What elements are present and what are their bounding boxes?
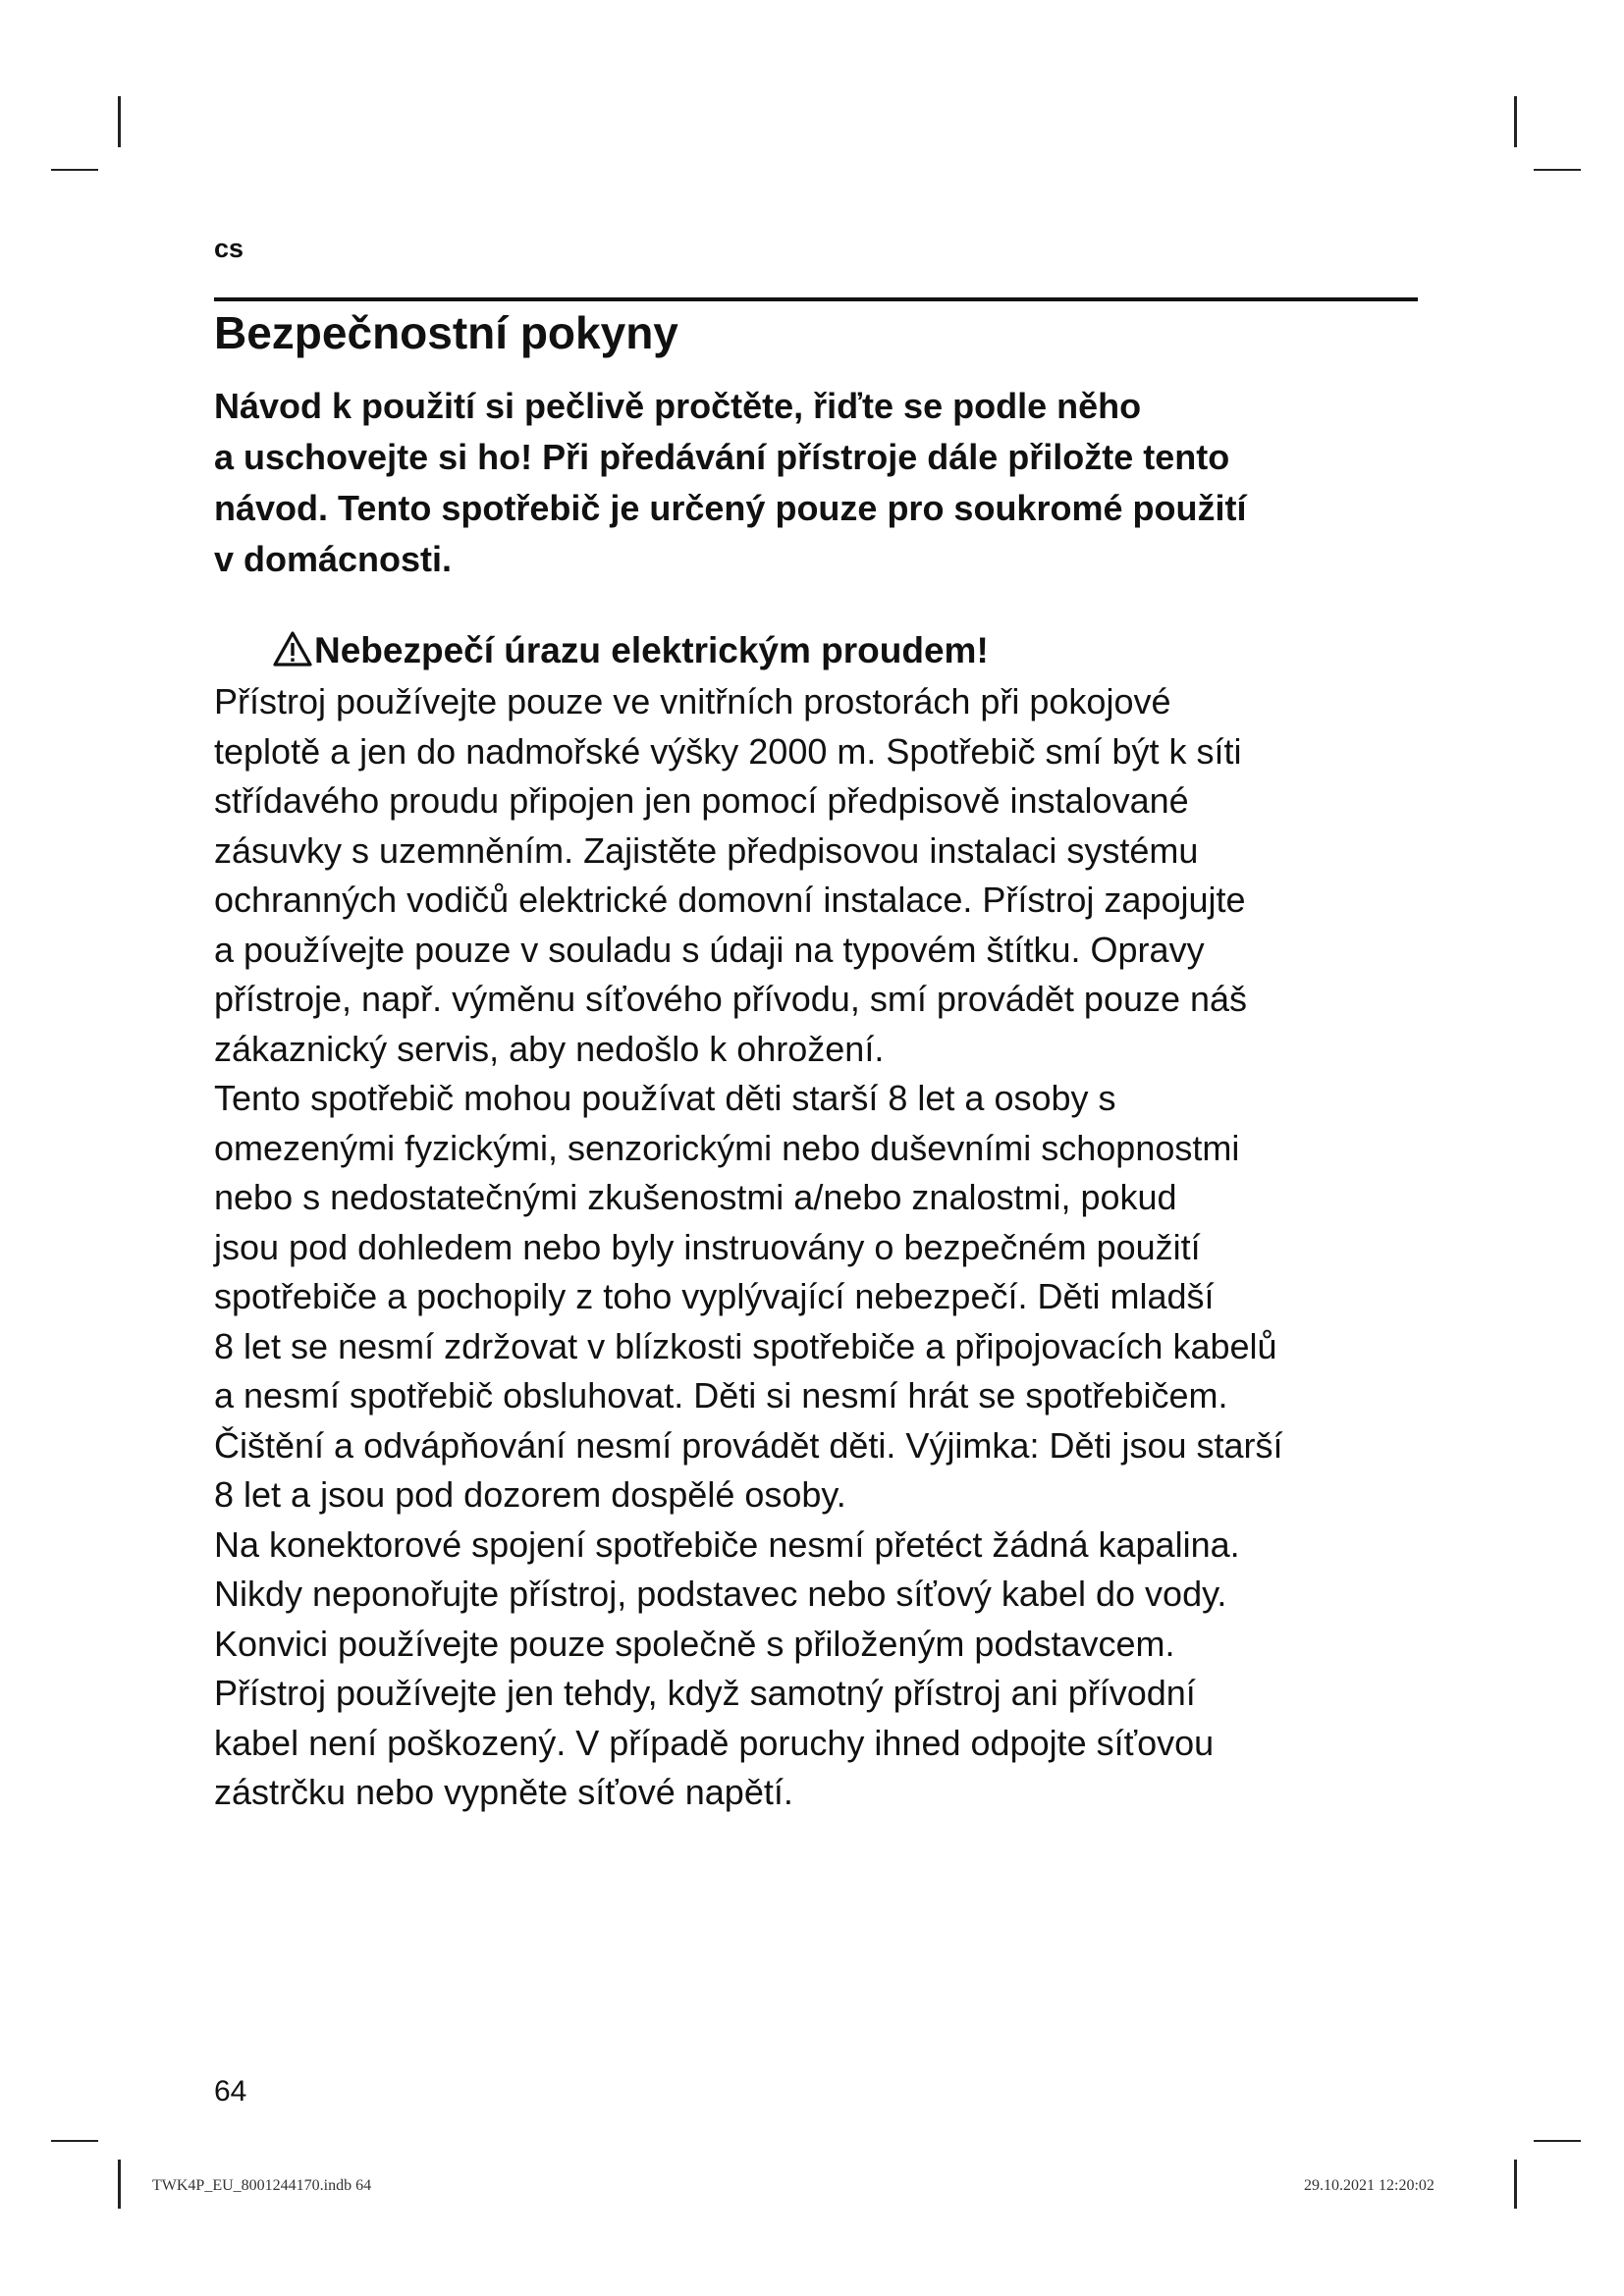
crop-mark-top-left-horizontal — [51, 169, 98, 171]
footer-date-time: 29.10.2021 12:20:02 — [1304, 2177, 1435, 2194]
crop-mark-top-right-horizontal — [1534, 169, 1581, 171]
intro-line: a uschovejte si ho! Při předávání přístroje dále přiložte tento — [214, 437, 1230, 477]
footer-file-name: TWK4P_EU_8001244170.indb 64 — [152, 2177, 372, 2194]
warning-text: Nebezpečí úrazu elektrickým proudem! — [314, 630, 989, 670]
body-line: ochranných vodičů elektrické domovní instalace. Přístroj zapojujte — [214, 880, 1246, 920]
page-number: 64 — [214, 2075, 247, 2108]
body-line: Tento spotřebič mohou používat děti starší 8 let a osoby s — [214, 1078, 1116, 1118]
crop-mark-bottom-right-vertical — [1514, 2160, 1517, 2209]
body-line: zásuvky s uzemněním. Zajistěte předpisovou instalaci systému — [214, 829, 1199, 871]
section-divider — [214, 297, 1418, 301]
body-line: zákaznický servis, aby nedošlo k ohrožení. — [214, 1028, 885, 1069]
body-line: nebo s nedostatečnými zkušenostmi a/nebo znalostmi, pokud — [214, 1177, 1177, 1217]
body-line: spotřebiče a pochopily z toho vyplývající nebezpečí. Děti mladší — [214, 1276, 1215, 1316]
body-line: přístroje, např. výměnu síťového přívodu, smí provádět pouze náš — [214, 979, 1248, 1019]
body-line: střídavého proudu připojen jen pomocí předpisově instalované — [214, 780, 1189, 821]
body-line: omezenými fyzickými, senzorickými nebo duševními schopnostmi — [214, 1127, 1240, 1168]
warning-heading — [273, 625, 989, 676]
crop-mark-top-left-vertical — [118, 96, 121, 147]
body-line: a používejte pouze v souladu s údaji na typovém štítku. Opravy — [214, 929, 1205, 970]
body-line: teplotě a jen do nadmořské výšky 2000 m. Spotřebič smí být k síti — [214, 730, 1242, 772]
intro-paragraph — [214, 381, 1432, 585]
crop-mark-bottom-right-horizontal — [1534, 2140, 1581, 2142]
page-title: Bezpečnostní pokyny — [214, 307, 678, 358]
intro-line: návod. Tento spotřebič je určený pouze pro soukromé použití — [214, 488, 1247, 528]
body-line: Na konektorové spojení spotřebiče nesmí přetéct žádná kapalina. — [214, 1523, 1240, 1565]
crop-mark-bottom-left-vertical — [118, 2160, 121, 2209]
body-line: Konvici používejte pouze společně s přiloženým podstavcem. — [214, 1623, 1175, 1664]
crop-mark-bottom-left-horizontal — [51, 2140, 98, 2142]
intro-line: v domácnosti. — [214, 539, 453, 579]
body-line: 8 let a jsou pod dozorem dospělé osoby. — [214, 1474, 846, 1515]
language-code: cs — [214, 234, 244, 263]
body-line: 8 let se nesmí zdržovat v blízkosti spotřebiče a připojovacích kabelů — [214, 1325, 1277, 1366]
crop-mark-top-right-vertical — [1514, 96, 1517, 147]
body-line: Přístroj používejte pouze ve vnitřních prostorách při pokojové — [214, 681, 1171, 721]
body-line: a nesmí spotřebič obsluhovat. Děti si nesmí hrát se spotřebičem. — [214, 1375, 1228, 1415]
body-line: Přístroj používejte jen tehdy, když samotný přístroj ani přívodní — [214, 1673, 1196, 1713]
body-line: zástrčku nebo vypněte síťové napětí. — [214, 1772, 793, 1812]
body-line: Nikdy neponořujte přístroj, podstavec nebo síťový kabel do vody. — [214, 1574, 1227, 1614]
body-line: Čištění a odvápňování nesmí provádět děti. Výjimka: Děti jsou starší — [214, 1424, 1283, 1466]
body-line: kabel není poškozený. V případě poruchy ihned odpojte síťovou — [214, 1722, 1215, 1763]
intro-line: Návod k použití si pečlivě pročtěte, řiďte se podle něho — [214, 386, 1142, 426]
warning-triangle-icon — [273, 630, 314, 670]
safety-instructions-body — [214, 677, 1432, 1818]
body-line: jsou pod dohledem nebo byly instruovány o bezpečném použití — [214, 1226, 1201, 1267]
